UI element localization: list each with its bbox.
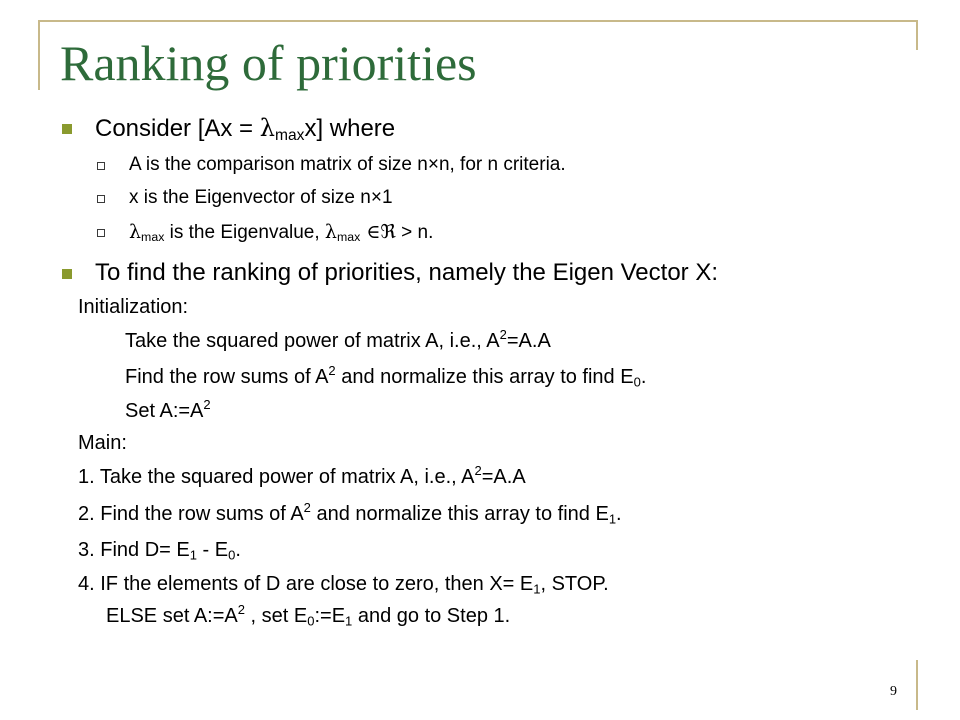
consider-prefix: Consider [Ax = (95, 115, 260, 142)
frame-top-line (38, 20, 918, 22)
sub-bullet (97, 195, 105, 203)
eigenvalue-text: is the Eigenvalue, (164, 222, 325, 243)
subscript: 0 (228, 547, 236, 563)
init-line-2: Find the row sums of $A^2$ and normalize this array to find $E_0$. (125, 363, 647, 390)
init-label: Initialization: (78, 296, 189, 318)
frame-bottom-right-line (916, 660, 918, 710)
item-eigenvalue (129, 221, 433, 244)
sub-bullet (97, 162, 105, 170)
item-matrix: A is the comparison matrix of size n×n, for n criteria. (129, 154, 566, 175)
subscript: 0 (633, 374, 641, 390)
main-step-4: 4. IF the elements of D are close to zero, then $X= E_1$, STOP. (78, 573, 609, 597)
eigenvalue-tail: > n. (395, 222, 434, 243)
superscript: 2 (474, 463, 482, 479)
consider-line (95, 114, 395, 143)
subscript: 1 (608, 511, 617, 527)
subscript: 1 (345, 613, 353, 629)
main-step-else: ELSE set $A:=A^2$ , set $E_0:=E_1$ and go to Step 1. (106, 602, 511, 629)
main-step-2: 2. Find the row sums of $A^2$ and normalize this array to find $E_1$. (78, 500, 622, 527)
lambda-symbol: λ (129, 221, 142, 243)
main-step-1: 1. Take the squared power of matrix A, i.e., $A^2=A.A$ (78, 463, 526, 488)
init-line-3: Set $A:=A^2$ (125, 397, 211, 422)
init-line-1: Take the squared power of matrix A, i.e., $A^2=A.A$ (125, 327, 551, 352)
superscript: 2 (203, 397, 211, 413)
sub-bullet (97, 229, 105, 237)
consider-suffix: x] where (304, 115, 396, 142)
lambda-symbol: λ (259, 114, 275, 142)
bullet-square (62, 269, 72, 279)
lambda-subscript: max (274, 126, 305, 144)
superscript: 2 (303, 500, 311, 516)
superscript: 2 (328, 363, 336, 379)
page-number: 9 (890, 684, 897, 699)
superscript: 2 (237, 602, 245, 618)
lambda-subscript: max (336, 230, 361, 245)
lambda-symbol: λ (324, 221, 337, 243)
main-label: Main: (78, 432, 127, 454)
main-step-3: 3. Find $D= E_1 - E_0$. (78, 539, 241, 563)
superscript: 2 (499, 327, 507, 343)
subscript: 1 (533, 581, 541, 597)
item-eigenvector: x is the Eigenvector of size n×1 (129, 187, 393, 208)
goal-line: To find the ranking of priorities, namely the Eigen Vector X: (95, 259, 719, 286)
frame-left-line (38, 20, 40, 90)
bullet-square (62, 124, 72, 134)
subscript: 1 (189, 547, 197, 563)
subscript: 0 (307, 613, 315, 629)
frame-right-line (916, 20, 918, 50)
real-set-symbol: ∈ℜ (360, 221, 396, 243)
lambda-subscript: max (141, 230, 165, 245)
slide-title: Ranking of priorities (60, 35, 477, 91)
